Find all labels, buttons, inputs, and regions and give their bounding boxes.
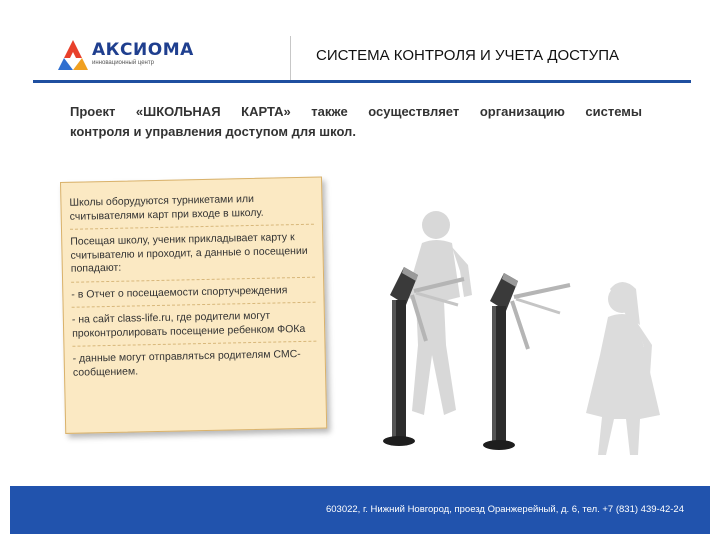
note-rule xyxy=(70,224,314,230)
note-paragraph-1: Школы оборудуются турникетами или считывателями карт при входе в школу. xyxy=(69,192,264,223)
intro-paragraph xyxy=(70,102,642,142)
note-paragraph-3: - в Отчет о посещаемости спортучреждения xyxy=(71,283,288,301)
header-divider xyxy=(290,36,291,80)
note-rule xyxy=(72,341,316,347)
note-paragraph-5: - данные могут отправляться родителям СМС-сообщением. xyxy=(72,347,301,379)
note-paragraph-2: Посещая школу, ученик прикладывает карту к считывателю и проходит, а данные о посещении попадают: xyxy=(70,231,308,275)
sticky-note xyxy=(60,177,327,434)
header-rule xyxy=(33,80,691,83)
girl-silhouette-icon xyxy=(586,282,660,455)
turnstile-icon xyxy=(483,273,570,450)
logo-tagline: инновационный центр xyxy=(92,60,154,66)
note-rule xyxy=(72,302,316,308)
footer-bar xyxy=(10,486,710,534)
intro-line-1: Проект «ШКОЛЬНАЯ КАРТА» также осуществляет организацию системы xyxy=(70,104,642,119)
page-title: СИСТЕМА КОНТРОЛЯ И УЧЕТА ДОСТУПА xyxy=(316,47,619,64)
footer-address: 603022, г. Нижний Новгород, проезд Оранжерейный, д. 6, тел. +7 (831) 439-42-24 xyxy=(325,504,684,515)
intro-line-2: контроля и управления доступом для школ. xyxy=(70,124,356,139)
note-rule xyxy=(71,276,315,282)
note-paragraph-4: - на сайт class-life.ru, где родители могут проконтролировать посещение ребенком ФОКа xyxy=(71,309,306,340)
aksioma-logo-icon xyxy=(56,38,90,72)
turnstile-illustration xyxy=(360,205,680,470)
logo-name: АКСИОМА xyxy=(92,40,194,60)
company-logo xyxy=(56,38,216,74)
